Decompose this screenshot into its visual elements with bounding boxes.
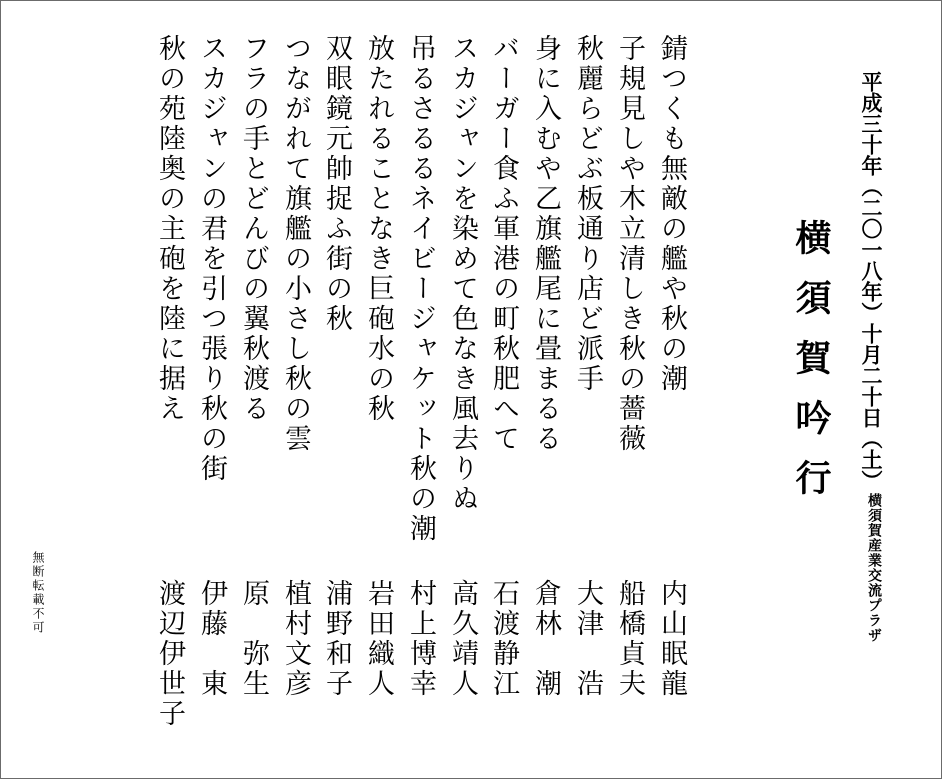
author-name: 伊藤 東 [196,579,227,699]
author-name: 大津 浩 [572,579,603,699]
author-name: 村上博幸 [405,579,436,699]
author-name: 内山眠龍 [656,579,687,699]
haiku-line: 双眼鏡元帥捉ふ街の秋 [321,34,352,334]
author-name: 岩田織人 [363,579,394,699]
haiku-line: つながれて旗艦の小さし秋の雲 [280,34,311,454]
author-name: 植村文彦 [280,579,311,699]
haiku-line: 吊るさるるネイビージャケット秋の潮 [405,34,436,544]
haiku-line: 子規見しや木立清しき秋の薔薇 [614,34,645,454]
page-title: 横須賀吟行 [790,219,832,519]
haiku-line: スカジャンを染めて色なき風去りぬ [447,34,478,514]
haiku-line: スカジャンの君を引つ張り秋の街 [196,34,227,484]
haiku-line: 秋麗らどぶ板通り店ど派手 [572,34,603,394]
author-name: 浦野和子 [321,579,352,699]
haiku-line: 身に入むや乙旗艦尾に畳まるる [530,34,561,454]
haiku-line: 秋の苑陸奥の主砲を陸に据え [154,34,185,424]
haiku-line: フラの手とどんびの翼秋渡る [238,34,269,424]
copyright-notice: 無断転載不可 [31,551,45,635]
author-name: 渡辺伊世子 [154,579,185,729]
author-name: 船橋貞夫 [614,579,645,699]
author-name: 高久靖人 [447,579,478,699]
author-name: 石渡静江 [488,579,519,699]
haiku-line: バーガー食ふ軍港の町秋肥へて [488,34,519,454]
haiku-line: 放たれることなき巨砲水の秋 [363,34,394,424]
author-name: 原 弥生 [238,579,269,699]
author-name: 倉林 潮 [530,579,561,699]
event-date: 平成三十年（二〇一八年）十月二十日（土） [859,71,884,491]
event-venue: 横須賀産業交流プラザ [866,493,882,643]
haiku-line: 錆つくも無敵の艦や秋の潮 [656,34,687,394]
